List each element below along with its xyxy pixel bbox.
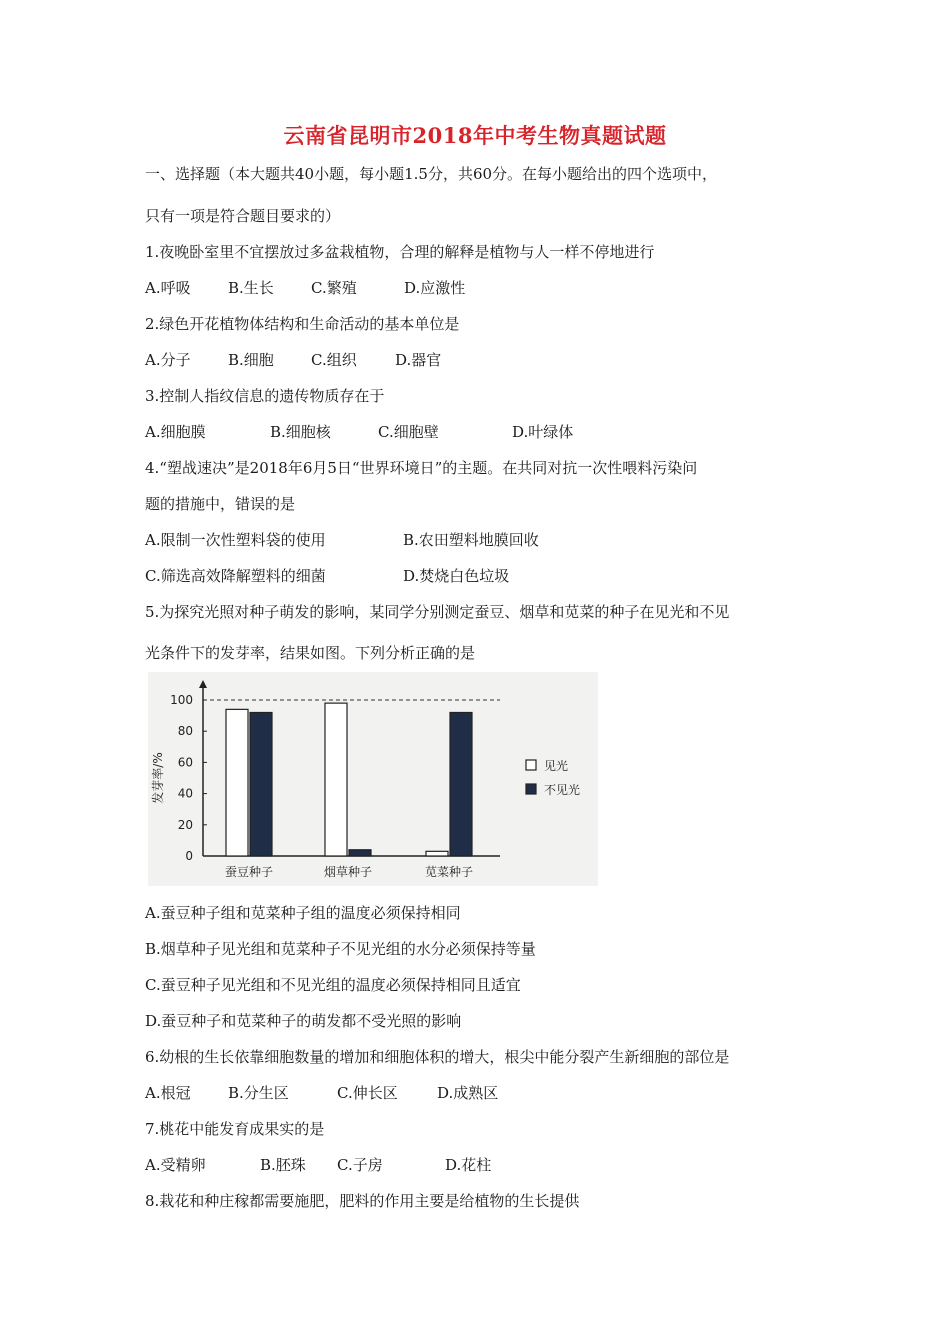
x-tick-label: 苋菜种子 [424, 865, 474, 879]
q6-option-a: A.根冠 [145, 1084, 191, 1102]
q1-option-b: B.生长 [228, 279, 274, 297]
q2-option-d: D.器官 [395, 351, 442, 369]
x-tick-label: 蚕豆种子 [224, 865, 274, 879]
legend-label: 见光 [544, 759, 569, 773]
bar-light [226, 709, 248, 856]
question-5-stem-cont: 光条件下的发芽率，结果如图。下列分析正确的是 [145, 644, 476, 662]
section-header-cont: 只有一项是符合题目要求的） [145, 207, 341, 225]
q7-option-c: C.子房 [337, 1156, 383, 1174]
y-tick-label: 60 [177, 755, 193, 770]
y-tick-label: 40 [177, 786, 193, 801]
q7-option-a: A.受精卵 [145, 1156, 206, 1174]
question-1-stem: 1.夜晚卧室里不宜摆放过多盆栽植物，合理的解释是植物与人一样不停地进行 [145, 243, 655, 261]
q2-option-c: C.组织 [311, 351, 357, 369]
q3-option-d: D.叶绿体 [512, 423, 574, 441]
question-2-stem: 2.绿色开花植物体结构和生命活动的基本单位是 [145, 315, 460, 333]
x-tick-label: 烟草种子 [323, 865, 373, 879]
y-axis-arrow [199, 680, 207, 688]
q4-option-d: D.焚烧白色垃圾 [403, 567, 510, 585]
bar-dark [349, 850, 371, 856]
q3-option-a: A.细胞膜 [145, 423, 206, 441]
q7-option-b: B.胚珠 [260, 1156, 306, 1174]
q1-option-d: D.应激性 [404, 279, 466, 297]
bar-dark [250, 712, 272, 856]
q5-option-c: C.蚕豆种子见光组和不见光组的温度必须保持相同且适宜 [145, 976, 521, 994]
q2-option-b: B.细胞 [228, 351, 274, 369]
q3-option-c: C.细胞壁 [378, 423, 439, 441]
question-8-stem: 8.栽花和种庄稼都需要施肥，肥料的作用主要是给植物的生长提供 [145, 1192, 580, 1210]
q1-option-c: C.繁殖 [311, 279, 357, 297]
page-title: 云南省昆明市2018年中考生物真题试题 [283, 123, 667, 148]
q5-option-a: A.蚕豆种子组和苋菜种子组的温度必须保持相同 [145, 904, 461, 922]
y-tick-label: 20 [177, 817, 193, 832]
question-3-stem: 3.控制人指纹信息的遗传物质存在于 [145, 387, 385, 405]
bar-dark [450, 712, 472, 856]
q4-option-a: A.限制一次性塑料袋的使用 [145, 531, 326, 549]
question-4-stem-cont: 题的措施中，错误的是 [145, 495, 296, 513]
q3-option-b: B.细胞核 [270, 423, 331, 441]
legend-swatch [526, 784, 536, 794]
q6-option-d: D.成熟区 [437, 1084, 499, 1102]
bar-light [325, 703, 347, 856]
legend-swatch [526, 760, 536, 770]
q6-option-c: C.伸长区 [337, 1084, 398, 1102]
section-header: 一、选择题（本大题共40小题，每小题1.5分，共60分。在每小题给出的四个选项中， [145, 165, 718, 183]
question-6-stem: 6.幼根的生长依靠细胞数量的增加和细胞体积的增大，根尖中能分裂产生新细胞的部位是 [145, 1048, 730, 1066]
q7-option-d: D.花柱 [445, 1156, 492, 1174]
y-tick-label: 0 [185, 849, 193, 863]
q4-option-b: B.农田塑料地膜回收 [403, 531, 539, 549]
q6-option-b: B.分生区 [228, 1084, 289, 1102]
q5-option-b: B.烟草种子见光组和苋菜种子不见光组的水分必须保持等量 [145, 940, 536, 958]
question-5-stem: 5.为探究光照对种子萌发的影响，某同学分别测定蚕豆、烟草和苋菜的种子在见光和不见 [145, 603, 730, 621]
y-tick-label: 100 [170, 693, 193, 707]
bar-light [426, 851, 448, 856]
q5-option-d: D.蚕豆种子和苋菜种子的萌发都不受光照的影响 [145, 1012, 462, 1030]
y-axis-label: 发芽率/% [151, 752, 165, 804]
q2-option-a: A.分子 [145, 351, 191, 369]
legend-label: 不见光 [544, 783, 581, 797]
germination-bar-chart [148, 672, 598, 886]
q4-option-c: C.筛选高效降解塑料的细菌 [145, 567, 326, 585]
question-7-stem: 7.桃花中能发育成果实的是 [145, 1120, 325, 1138]
question-4-stem: 4.“塑战速决”是2018年6月5日“世界环境日”的主题。在共同对抗一次性喂料污染问 [145, 459, 698, 477]
germination-chart [148, 672, 598, 886]
y-tick-label: 80 [177, 724, 193, 739]
q1-option-a: A.呼吸 [145, 279, 191, 297]
